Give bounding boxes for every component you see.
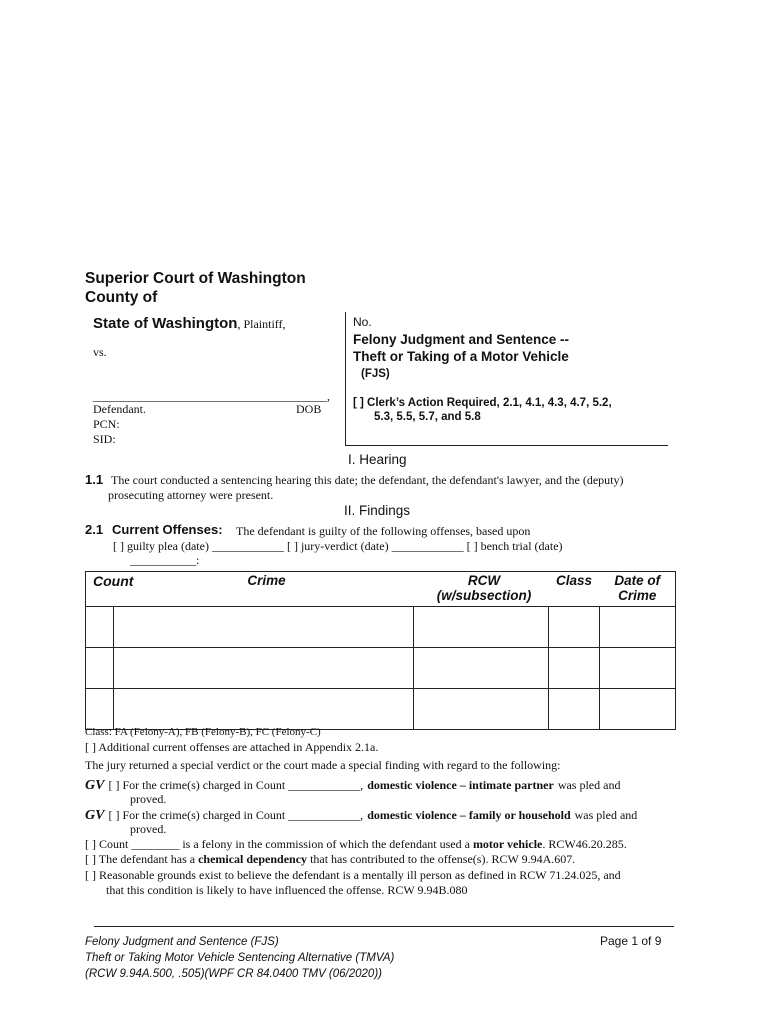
cell-rcw[interactable] xyxy=(414,648,549,689)
gv2-tail: was pled and xyxy=(574,808,638,822)
gv1-tail: was pled and xyxy=(557,778,621,792)
case-title-line2: Theft or Taking of a Motor Vehicle xyxy=(353,349,569,364)
footer-title-line2: Theft or Taking Motor Vehicle Sentencing Alternative (TMVA) xyxy=(85,952,395,964)
current-offenses-table xyxy=(85,571,676,730)
cd-text: [ ] The defendant has a xyxy=(85,852,196,866)
footer-title-line3: (RCW 9.94A.500, .505)(WPF CR 84.0400 TMV (06/2020)) xyxy=(85,968,382,980)
col-header-count: Count xyxy=(86,572,114,607)
current-offenses-text: The defendant is guilty of the following offenses, based upon xyxy=(236,524,531,538)
cell-date[interactable] xyxy=(600,607,676,648)
mv-bold: motor vehicle xyxy=(472,837,543,851)
gv1-bold: domestic violence – intimate partner xyxy=(367,778,554,792)
cell-crime[interactable] xyxy=(114,607,414,648)
col-header-class: Class xyxy=(549,572,600,607)
clerk-action-line2: 5.3, 5.5, 5.7, and 5.8 xyxy=(374,411,481,423)
plaintiff-line xyxy=(93,315,286,333)
jury-verdict-text: The jury returned a special verdict or the court made a special finding with regard to the following: xyxy=(85,758,561,772)
plea-options-line: [ ] guilty plea (date) ____________ [ ] jury-verdict (date) ____________ [ ] bench trial (date) xyxy=(113,539,563,553)
motor-vehicle-line xyxy=(85,837,627,852)
section-hearing-heading: I. Hearing xyxy=(348,452,407,467)
cell-rcw[interactable] xyxy=(414,689,549,730)
hearing-text-line1: The court conducted a sentencing hearing this date; the defendant, the defendant's lawyer, and the (deputy) xyxy=(111,473,624,487)
county-label: County of xyxy=(85,289,158,306)
col-header-date xyxy=(600,572,676,607)
appendix-checkbox-line: [ ] Additional current offenses are attached in Appendix 2.1a. xyxy=(85,740,379,754)
mental-illness-line2: that this condition is likely to have influenced the offense. RCW 9.94B.080 xyxy=(106,883,468,897)
section-1-1-number: 1.1 xyxy=(85,472,104,487)
cell-count[interactable] xyxy=(86,689,114,730)
clerk-action-line1: [ ] Clerk’s Action Required, 2.1, 4.1, 4.3, 4.7, 5.2, xyxy=(353,397,612,409)
cell-date[interactable] xyxy=(600,648,676,689)
mv-text: [ ] Count ________ is a felony in the commission of which the defendant used a xyxy=(85,837,470,851)
plaintiff-role: , Plaintiff, xyxy=(237,317,286,331)
table-row xyxy=(86,648,676,689)
table-header-row xyxy=(86,572,676,607)
gv1-proved: proved. xyxy=(130,792,167,806)
cell-date[interactable] xyxy=(600,689,676,730)
mental-illness-line1: [ ] Reasonable grounds exist to believe the defendant is a mentally ill person as defined in RCW 71.24.025, and xyxy=(85,868,621,882)
cd-tail: that has contributed to the offense(s). RCW 9.94A.607. xyxy=(310,852,576,866)
cell-rcw[interactable] xyxy=(414,607,549,648)
caption-bottom-rule xyxy=(345,445,668,446)
caption-divider xyxy=(345,312,346,446)
table-row xyxy=(86,607,676,648)
cell-class[interactable] xyxy=(549,607,600,648)
case-number-label: No. xyxy=(353,315,372,329)
defendant-signature-line: _______________________________________, xyxy=(93,389,330,403)
mv-tail: . RCW46.20.285. xyxy=(542,837,627,851)
col-header-rcw xyxy=(414,572,549,607)
dob-label: DOB xyxy=(296,402,322,416)
cell-crime[interactable] xyxy=(114,689,414,730)
gv2-bold: domestic violence – family or household xyxy=(367,808,571,822)
section-findings-heading: II. Findings xyxy=(344,503,411,518)
gv2-text: [ ] For the crime(s) charged in Count ____________, xyxy=(108,808,364,822)
col-header-crime: Crime xyxy=(114,572,414,607)
table-row xyxy=(86,689,676,730)
current-offenses-title: Current Offenses: xyxy=(112,522,223,537)
page-number: Page 1 of 9 xyxy=(600,934,662,948)
cell-count[interactable] xyxy=(86,648,114,689)
defendant-label: Defendant. xyxy=(93,402,146,416)
col-header-rcw-line2: (w/subsection) xyxy=(436,588,532,603)
footer-title-line1: Felony Judgment and Sentence (FJS) xyxy=(85,936,279,948)
plea-options-line2: ___________: xyxy=(130,553,200,567)
plaintiff-name: State of Washington xyxy=(93,315,238,332)
court-name: Superior Court of Washington xyxy=(85,270,306,287)
gv2-proved: proved. xyxy=(130,822,167,836)
case-title-line1: Felony Judgment and Sentence -- xyxy=(353,332,570,347)
gv-family-household-line xyxy=(85,806,637,824)
section-2-1-number: 2.1 xyxy=(85,522,104,537)
class-note: Class: FA (Felony-A), FB (Felony-B), FC (Felony-C) xyxy=(85,726,321,738)
cd-bold: chemical dependency xyxy=(198,852,308,866)
sid-label: SID: xyxy=(93,432,116,446)
footer-rule xyxy=(94,926,674,927)
vs-label: vs. xyxy=(93,345,107,359)
col-header-date-line2: Crime xyxy=(618,588,657,603)
cell-crime[interactable] xyxy=(114,648,414,689)
gv-label: GV xyxy=(85,778,105,793)
gv1-text: [ ] For the crime(s) charged in Count ____________, xyxy=(108,778,364,792)
hearing-text-line2: prosecuting attorney were present. xyxy=(108,488,274,502)
pcn-label: PCN: xyxy=(93,417,120,431)
case-abbreviation: (FJS) xyxy=(361,368,390,380)
cell-class[interactable] xyxy=(549,689,600,730)
cell-class[interactable] xyxy=(549,648,600,689)
col-header-date-line1: Date of xyxy=(614,573,661,588)
cell-count[interactable] xyxy=(86,607,114,648)
gv-label: GV xyxy=(85,808,105,823)
col-header-rcw-line1: RCW xyxy=(467,573,501,588)
chemical-dependency-line xyxy=(85,852,575,867)
